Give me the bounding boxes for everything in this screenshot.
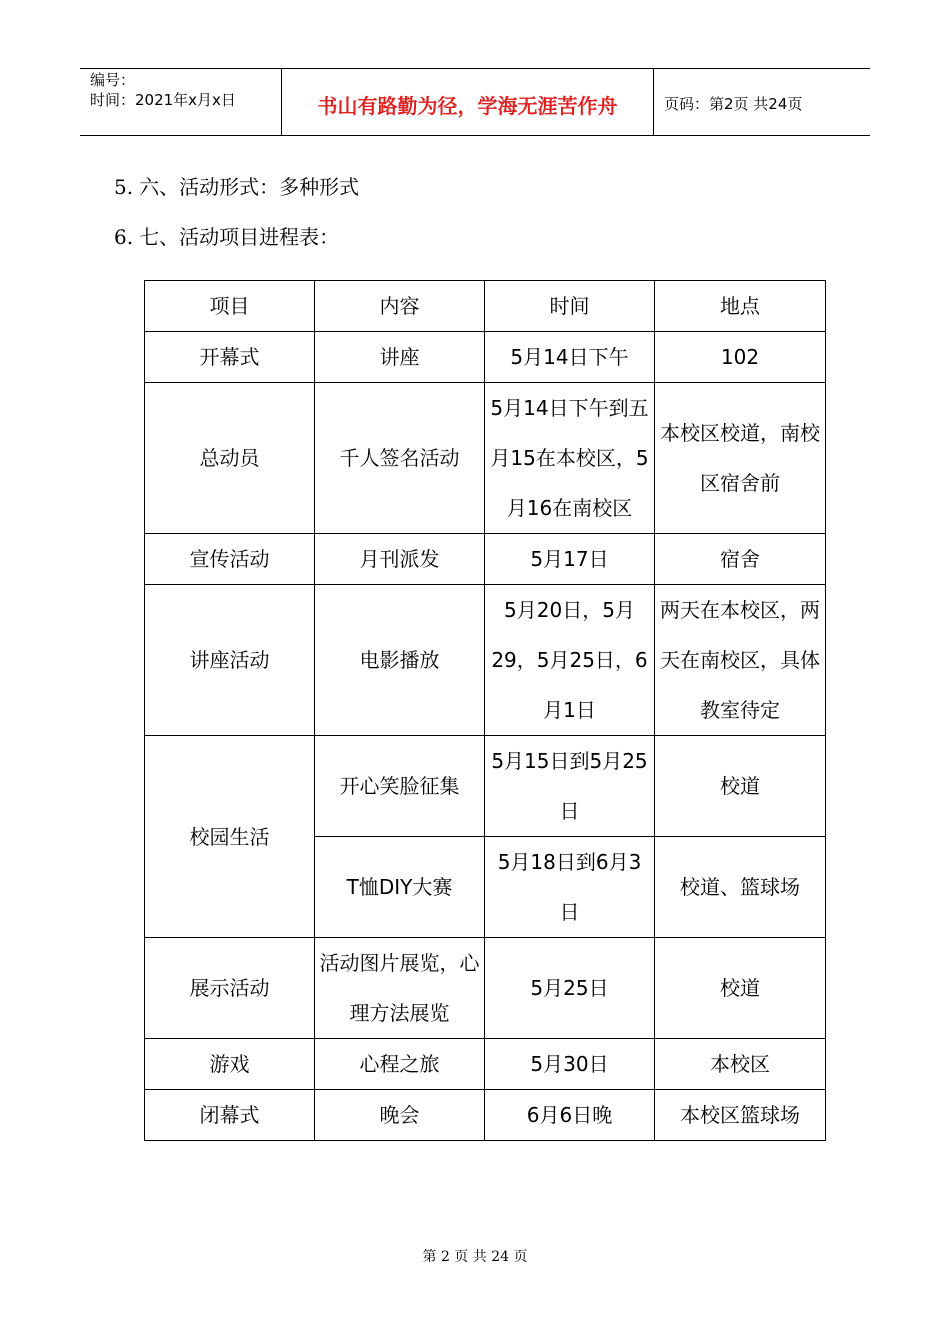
cell-time: 5月17日 <box>485 534 655 585</box>
column-header: 内容 <box>315 281 485 332</box>
column-header: 时间 <box>485 281 655 332</box>
header-page-info: 页码：第2页 共24页 <box>664 94 803 113</box>
cell-place: 本校区篮球场 <box>655 1090 826 1141</box>
cell-time: 5月30日 <box>485 1039 655 1090</box>
cell-content: 晚会 <box>315 1090 485 1141</box>
table-header-row <box>145 281 826 332</box>
table-row <box>145 534 826 585</box>
page-footer: 第 2 页 共 24 页 <box>422 1249 528 1265</box>
heading-text: 六、活动形式：多种形式 <box>139 175 360 199</box>
cell-content: 讲座 <box>315 332 485 383</box>
cell-time: 5月18日到6月3日 <box>485 837 655 938</box>
cell-content: 开心笑脸征集 <box>315 736 485 837</box>
header-motto: 书山有路勤为径，学海无涯苦作舟 <box>282 69 654 135</box>
table-row <box>145 736 826 837</box>
cell-content: 月刊派发 <box>315 534 485 585</box>
heading-number: 5. <box>114 175 134 199</box>
cell-place: 宿舍 <box>655 534 826 585</box>
cell-time: 5月14日下午到五月15在本校区，5月16在南校区 <box>485 383 655 534</box>
cell-project: 校园生活 <box>145 736 315 938</box>
table-row <box>145 383 826 534</box>
cell-time: 5月14日下午 <box>485 332 655 383</box>
heading-activity-form <box>114 171 359 200</box>
cell-place: 本校区 <box>655 1039 826 1090</box>
heading-text: 七、活动项目进程表： <box>139 225 340 249</box>
cell-project: 讲座活动 <box>145 585 315 736</box>
table-row <box>145 1090 826 1141</box>
heading-number: 6. <box>114 225 134 249</box>
cell-place: 校道、篮球场 <box>655 837 826 938</box>
cell-time: 5月20日，5月29，5月25日，6月1日 <box>485 585 655 736</box>
table-row <box>145 332 826 383</box>
cell-place: 校道 <box>655 736 826 837</box>
cell-project: 宣传活动 <box>145 534 315 585</box>
header-id-label: 编号： <box>90 71 136 89</box>
cell-time: 6月6日晚 <box>485 1090 655 1141</box>
page-header <box>80 68 870 136</box>
cell-place: 本校区校道，南校区宿舍前 <box>655 383 826 534</box>
heading-schedule <box>114 221 339 250</box>
cell-time: 5月15日到5月25日 <box>485 736 655 837</box>
table-row <box>145 585 826 736</box>
header-time-label: 时间：2021年x月x日 <box>90 91 236 109</box>
cell-project: 展示活动 <box>145 938 315 1039</box>
column-header: 地点 <box>655 281 826 332</box>
cell-project: 开幕式 <box>145 332 315 383</box>
cell-place: 两天在本校区，两天在南校区，具体教室待定 <box>655 585 826 736</box>
cell-content: T恤DIY大赛 <box>315 837 485 938</box>
cell-project: 游戏 <box>145 1039 315 1090</box>
cell-content: 活动图片展览，心理方法展览 <box>315 938 485 1039</box>
table-row <box>145 938 826 1039</box>
column-header: 项目 <box>145 281 315 332</box>
header-meta <box>80 69 282 135</box>
cell-time: 5月25日 <box>485 938 655 1039</box>
cell-place: 校道 <box>655 938 826 1039</box>
cell-content: 电影播放 <box>315 585 485 736</box>
table-row <box>145 1039 826 1090</box>
cell-content: 心程之旅 <box>315 1039 485 1090</box>
cell-place: 102 <box>655 332 826 383</box>
schedule-table <box>144 280 826 1141</box>
cell-project: 总动员 <box>145 383 315 534</box>
cell-content: 千人签名活动 <box>315 383 485 534</box>
cell-project: 闭幕式 <box>145 1090 315 1141</box>
